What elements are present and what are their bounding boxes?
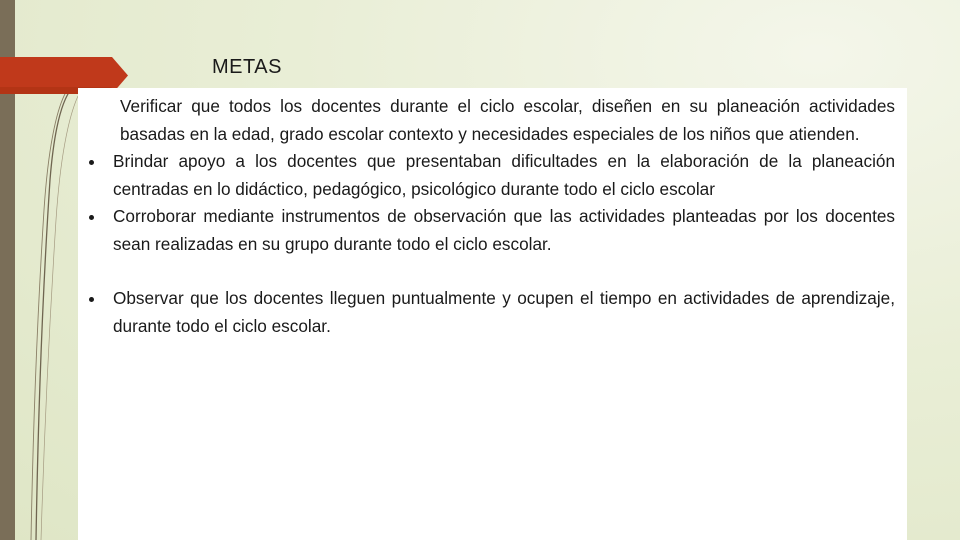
bullet-dot-icon (89, 215, 94, 220)
list-item (78, 203, 895, 258)
list-item (78, 148, 895, 203)
slide-title: METAS (212, 56, 282, 78)
list-item-text: Corroborar mediante instrumentos de observación que las actividades planteadas por los docentes sean realizadas en su grupo durante todo el ciclo escolar. (113, 206, 895, 254)
goals-list (78, 148, 907, 340)
list-item-text: Brindar apoyo a los docentes que presentaban dificultades en la elaboración de la planeación centradas en lo didáctico, pedagógico, psicológico durante todo el ciclo escolar (113, 151, 895, 199)
intro-paragraph: Verificar que todos los docentes durante el ciclo escolar, diseñen en su planeación actividades basadas en la edad, grado escolar contexto y necesidades especiales de los niños que atienden. (120, 96, 895, 144)
bullet-dot-icon (89, 160, 94, 165)
bullet-dot-icon (89, 297, 94, 302)
list-item (78, 285, 895, 340)
content-box (78, 88, 907, 540)
list-item-text: Observar que los docentes lleguen puntualmente y ocupen el tiempo en actividades de aprendizaje, durante todo el ciclo escolar. (113, 288, 895, 336)
content-text (78, 93, 907, 340)
